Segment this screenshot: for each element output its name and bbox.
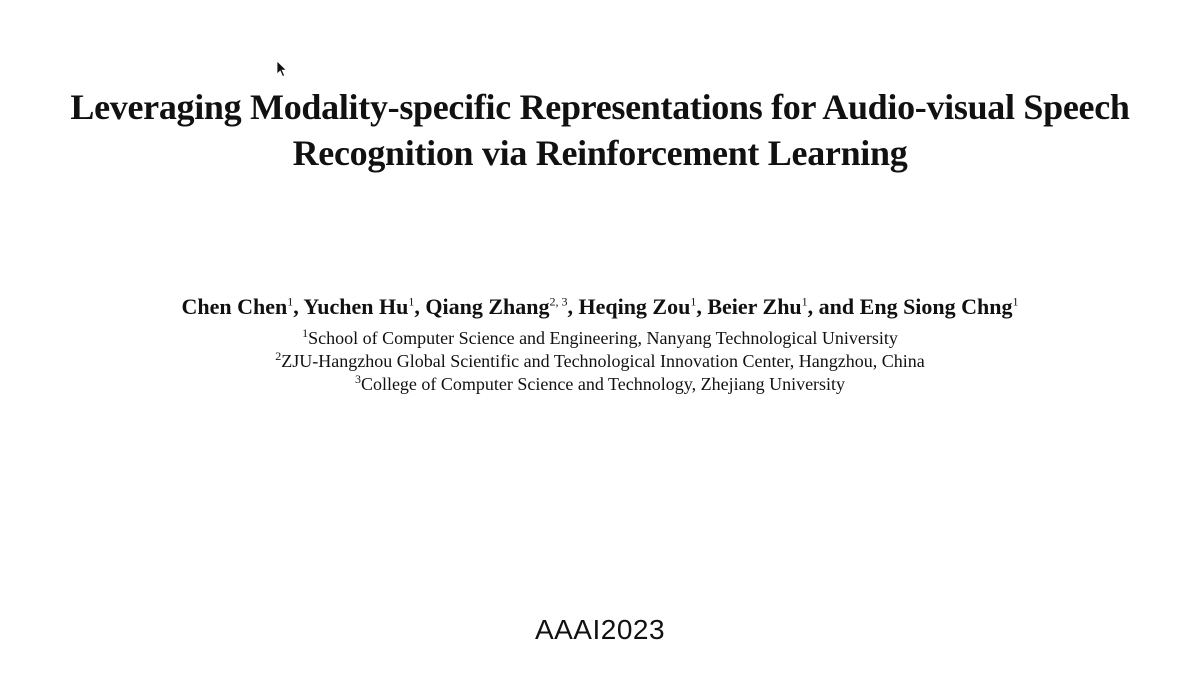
author: Eng Siong Chng$^1$	[859, 294, 1019, 319]
paper-title	[0, 84, 1200, 176]
author: Heqing Zou$^1$,	[578, 294, 708, 319]
author: Qiang Zhang$^{2, 3}$,	[425, 294, 579, 319]
author-list	[0, 292, 1200, 322]
author: Chen Chen$^1$,	[181, 294, 304, 319]
author: Yuchen Hu$^1$,	[303, 294, 426, 319]
affiliation: $^1$School of Computer Science and Engineering, Nanyang Technological University	[302, 326, 898, 348]
paper-title-line-1: Leveraging Modality-specific Representations for Audio-visual Speech	[70, 87, 1130, 127]
venue-label: AAAI2023	[534, 614, 666, 645]
author: Beier Zhu$^1$, and	[707, 294, 860, 319]
mouse-pointer-icon	[276, 60, 288, 78]
paper-title-line-2: Recognition via Reinforcement Learning	[292, 133, 908, 173]
affiliation: $^3$College of Computer Science and Technology, Zhejiang University	[354, 372, 846, 394]
affiliation: $^2$ZJU-Hangzhou Global Scientific and Technological Innovation Center, Hangzhou, China	[275, 349, 925, 371]
affiliation-list	[0, 327, 1200, 396]
